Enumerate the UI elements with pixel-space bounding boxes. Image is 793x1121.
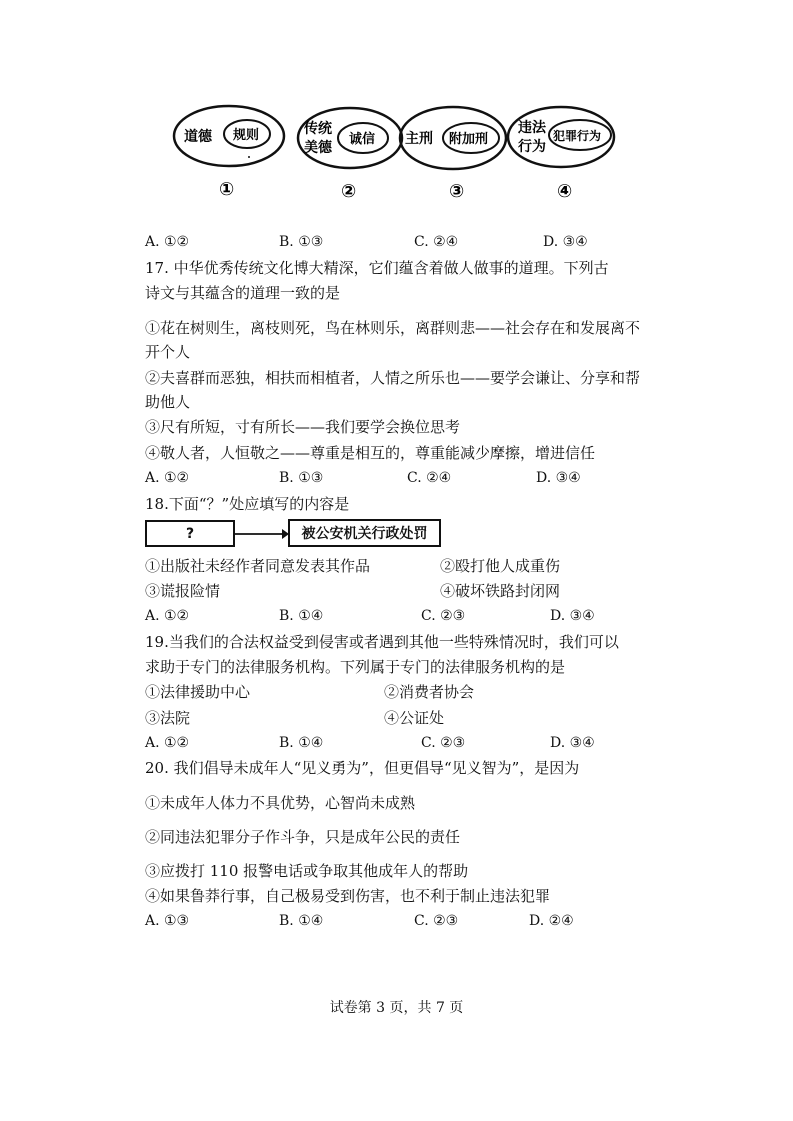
q17-option-c[interactable]: C. ②④ <box>407 470 452 486</box>
ellipse-inner-label-2: 诚信 <box>349 132 376 147</box>
ellipse-inner-label-1: 规则 <box>233 128 260 143</box>
q16-option-b[interactable]: B. ①③ <box>279 234 324 250</box>
q17-statement-3: ③尺有所短，寸有所长——我们要学会换位思考 <box>145 418 461 436</box>
q16-option-a[interactable]: A. ①② <box>145 234 190 250</box>
q20-option-a[interactable]: A. ①③ <box>145 913 190 929</box>
q18-box-unknown <box>145 520 235 547</box>
q20-statement-4: ④如果鲁莽行事，自己极易受到伤害，也不利于制止违法犯罪 <box>145 887 551 905</box>
ellipse-inner-label-4: 犯罪行为 <box>553 129 602 143</box>
ellipse-outer-label-3: 主刑 <box>405 131 433 147</box>
q18-box-result <box>288 519 441 547</box>
ellipse-outer-label-4a: 违法 <box>518 120 546 136</box>
q17-statement-1a: ①花在树则生，离枝则死，鸟在林则乐，离群则悲——社会存在和发展离不 <box>145 319 641 337</box>
q17-stem-line1: 17. 中华优秀传统文化博大精深，它们蕴含着做人做事的道理。下列古 <box>145 259 609 277</box>
q17-statement-2b: 助他人 <box>145 393 191 411</box>
q18-option-b[interactable]: B. ①④ <box>279 608 324 624</box>
q19-stem-line2: 求助于专门的法律服务机构。下列属于专门的法律服务机构的是 <box>145 658 566 676</box>
q18-statement-3: ③谎报险情 <box>145 582 221 600</box>
q18-statement-2: ②殴打他人成重伤 <box>440 557 561 575</box>
q20-option-b[interactable]: B. ①④ <box>279 913 324 929</box>
q18-option-c[interactable]: C. ②③ <box>421 608 466 624</box>
q18-arrow <box>234 524 294 544</box>
ellipse-outer-label-4b: 行为 <box>518 139 546 155</box>
q18-statement-1: ①出版社未经作者同意发表其作品 <box>145 557 371 575</box>
q17-option-b[interactable]: B. ①③ <box>279 470 324 486</box>
q17-option-d[interactable]: D. ③④ <box>536 470 581 486</box>
q20-option-d[interactable]: D. ②④ <box>529 913 574 929</box>
q16-option-c[interactable]: C. ②④ <box>414 234 459 250</box>
q20-statement-1: ①未成年人体力不具优势，心智尚未成熟 <box>145 794 416 812</box>
q17-statement-2a: ②夫喜群而恶独，相扶而相植者，人情之所乐也——要学会谦让、分享和帮 <box>145 369 641 387</box>
q17-stem-line2: 诗文与其蕴含的道理一致的是 <box>145 284 341 302</box>
q18-box-result-text: 被公安机关行政处罚 <box>301 526 428 542</box>
q19-statement-1: ①法律援助中心 <box>145 683 251 701</box>
q19-stem-line1: 19.当我们的合法权益受到侵害或者遇到其他一些特殊情况时，我们可以 <box>145 633 619 651</box>
page-footer: 试卷第 3 页，共 7 页 <box>329 1000 464 1016</box>
diagram-mark-4: ④ <box>557 181 573 202</box>
q19-option-a[interactable]: A. ①② <box>145 735 190 751</box>
q20-option-c[interactable]: C. ②③ <box>414 913 459 929</box>
q18-statement-4: ④破坏铁路封闭网 <box>440 582 561 600</box>
q18-stem: 18.下面“？”处应填写的内容是 <box>145 495 350 513</box>
q17-statement-1b: 开个人 <box>145 343 191 361</box>
diagram-mark-1: ① <box>219 179 235 200</box>
q17-statement-4: ④敬人者，人恒敬之——尊重是相互的，尊重能减少摩擦，增进信任 <box>145 444 596 462</box>
ellipse-outer-label-2b: 美德 <box>304 140 332 156</box>
q20-statement-2: ②同违法犯罪分子作斗争，只是成年公民的责任 <box>145 828 461 846</box>
q18-option-d[interactable]: D. ③④ <box>550 608 595 624</box>
ellipse-outer-label-1: 道德 <box>184 129 212 145</box>
q19-statement-4: ④公证处 <box>384 709 445 727</box>
q17-option-a[interactable]: A. ①② <box>145 470 190 486</box>
q20-stem: 20. 我们倡导未成年人“见义勇为”，但更倡导“见义智为”，是因为 <box>145 759 580 777</box>
q19-statement-3: ③法院 <box>145 709 191 727</box>
q19-statement-2: ②消费者协会 <box>384 683 475 701</box>
q18-option-a[interactable]: A. ①② <box>145 608 190 624</box>
diagram-mark-3: ③ <box>449 181 465 202</box>
diagram-mark-2: ② <box>341 181 357 202</box>
ellipse-outer-label-2a: 传统 <box>304 121 332 137</box>
ellipse-inner-label-3: 附加刑 <box>449 132 489 147</box>
dot-mark <box>248 156 250 158</box>
q19-option-d[interactable]: D. ③④ <box>550 735 595 751</box>
concept-diagram <box>0 0 793 215</box>
q19-option-b[interactable]: B. ①④ <box>279 735 324 751</box>
q18-box-unknown-text: ? <box>185 525 195 542</box>
q19-option-c[interactable]: C. ②③ <box>421 735 466 751</box>
q20-statement-3: ③应拨打 110 报警电话或争取其他成年人的帮助 <box>145 862 469 880</box>
q16-option-d[interactable]: D. ③④ <box>543 234 588 250</box>
